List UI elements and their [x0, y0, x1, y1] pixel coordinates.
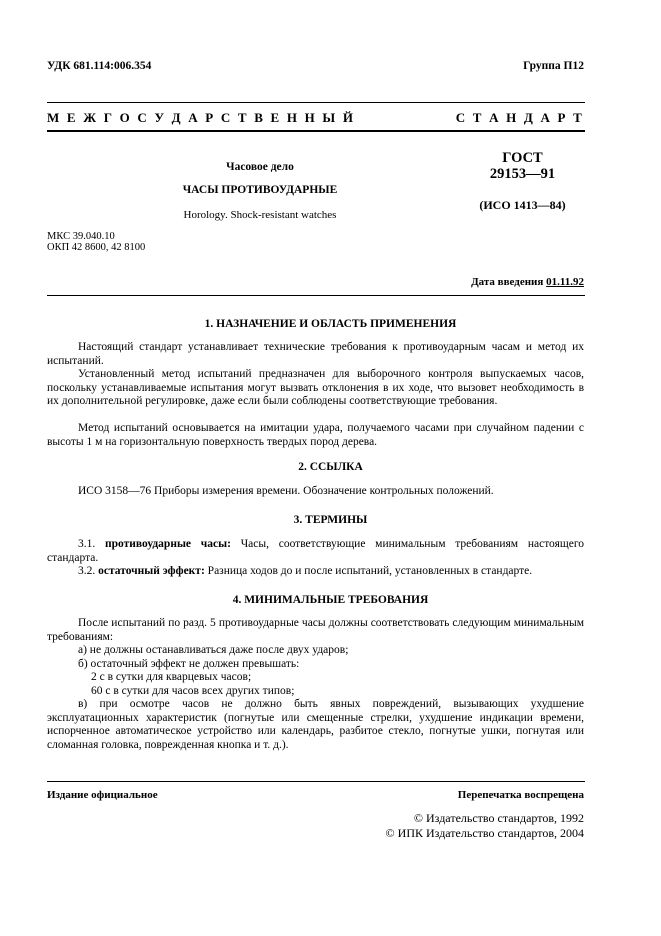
- term-1-term: противоударные часы:: [105, 538, 231, 550]
- banner-bottom-rule: [47, 130, 585, 132]
- copyright-1992: © Издательство стандартов, 1992: [413, 811, 584, 825]
- term-1-definition: Часы, соответствующие минимальным требованиям настоящего стандарта.: [47, 538, 585, 564]
- introduction-date-value: 01.11.92: [546, 276, 584, 288]
- section-4-heading: 4. МИНИМАЛЬНЫЕ ТРЕБОВАНИЯ: [232, 594, 429, 606]
- subject: Часовое дело: [226, 161, 294, 173]
- term-2-definition: Разница ходов до и после испытаний, установленных в стандарте.: [207, 565, 533, 577]
- section-2-paragraph-1: ИСО 3158—76 Приборы измерения времени. Обозначение контрольных положений.: [78, 485, 494, 497]
- title-block-rule: [47, 295, 585, 296]
- official-edition: Издание официальное: [47, 789, 158, 801]
- introduction-date: [471, 276, 584, 288]
- gost-label: ГОСТ: [502, 150, 543, 166]
- document-title-en: Horology. Shock-resistant watches: [183, 209, 337, 221]
- group-code: Группа П12: [523, 60, 584, 72]
- reprint-notice: Перепечатка воспрещена: [457, 789, 584, 801]
- requirement-b-other: 60 с в сутки для часов всех других типов;: [91, 685, 295, 697]
- section-1-paragraph-1: Настоящий стандарт устанавливает технические требования к противоударным часам и метод их испытаний.: [47, 341, 584, 367]
- requirement-a: а) не должны останавливаться даже после двух ударов;: [78, 644, 349, 656]
- requirement-c: в) при осмотре часов не должно быть явных повреждений, вызывающих ухудшение эксплуатационных характеристик (погнутые или смещенные стрелки, ухудшение индикации времени, испорченное автоматическое устройство или календарь, разбитое стекло, погнутые ушки, погнутая или сломанная головка, поврежденная кнопка и т. д.).: [47, 698, 584, 751]
- term-2-term: остаточный эффект:: [98, 565, 205, 577]
- requirement-b-quartz: 2 с в сутки для кварцевых часов;: [91, 671, 252, 683]
- okp-code: ОКП 42 8600, 42 8100: [47, 242, 146, 253]
- section-2-heading: 2. ССЫЛКА: [298, 461, 363, 473]
- gost-number: 29153—91: [489, 166, 556, 182]
- term-2-number: 3.2.: [78, 565, 96, 577]
- term-2: [47, 565, 584, 579]
- copyright-2004: © ИПК Издательство стандартов, 2004: [385, 826, 584, 840]
- section-4-intro: После испытаний по разд. 5 противоударные часы должны соответствовать следующим минимальным требованиям:: [47, 617, 584, 643]
- udk-code: УДК 681.114:006.354: [47, 60, 152, 72]
- section-3-heading: 3. ТЕРМИНЫ: [293, 514, 368, 526]
- section-1-paragraph-3: Метод испытаний основывается на имитации удара, получаемого часами при случайном падении с высоты 1 м на горизонтальную поверхность твердых пород дерева.: [47, 422, 584, 448]
- footer-rule: [47, 781, 585, 782]
- iso-reference: (ИСО 1413—84): [479, 198, 566, 212]
- section-1-paragraph-2: Установленный метод испытаний предназначен для выборочного контроля выпускаемых часов, поскольку устанавливаемые испытания могут вызвать отклонения в их ходе, что вызовет необходимость в их дополнительной регулировке, даже если были соблюдены соответствующие требования.: [47, 368, 584, 408]
- banner-word-standard: С Т А Н Д А Р Т: [455, 110, 584, 125]
- section-1-heading: 1. НАЗНАЧЕНИЕ И ОБЛАСТЬ ПРИМЕНЕНИЯ: [204, 318, 457, 330]
- banner-word-interstate: М Е Ж Г О С У Д А Р С Т В Е Н Н Ы Й: [47, 110, 356, 125]
- term-1-number: 3.1.: [78, 538, 96, 550]
- banner-top-rule: [47, 102, 585, 103]
- requirement-b: б) остаточный эффект не должен превышать:: [78, 658, 300, 670]
- mks-code: МКС 39.040.10: [47, 231, 115, 242]
- document-title: ЧАСЫ ПРОТИВОУДАРНЫЕ: [182, 184, 338, 196]
- term-1: [47, 538, 584, 565]
- introduction-date-label: Дата введения: [471, 276, 544, 288]
